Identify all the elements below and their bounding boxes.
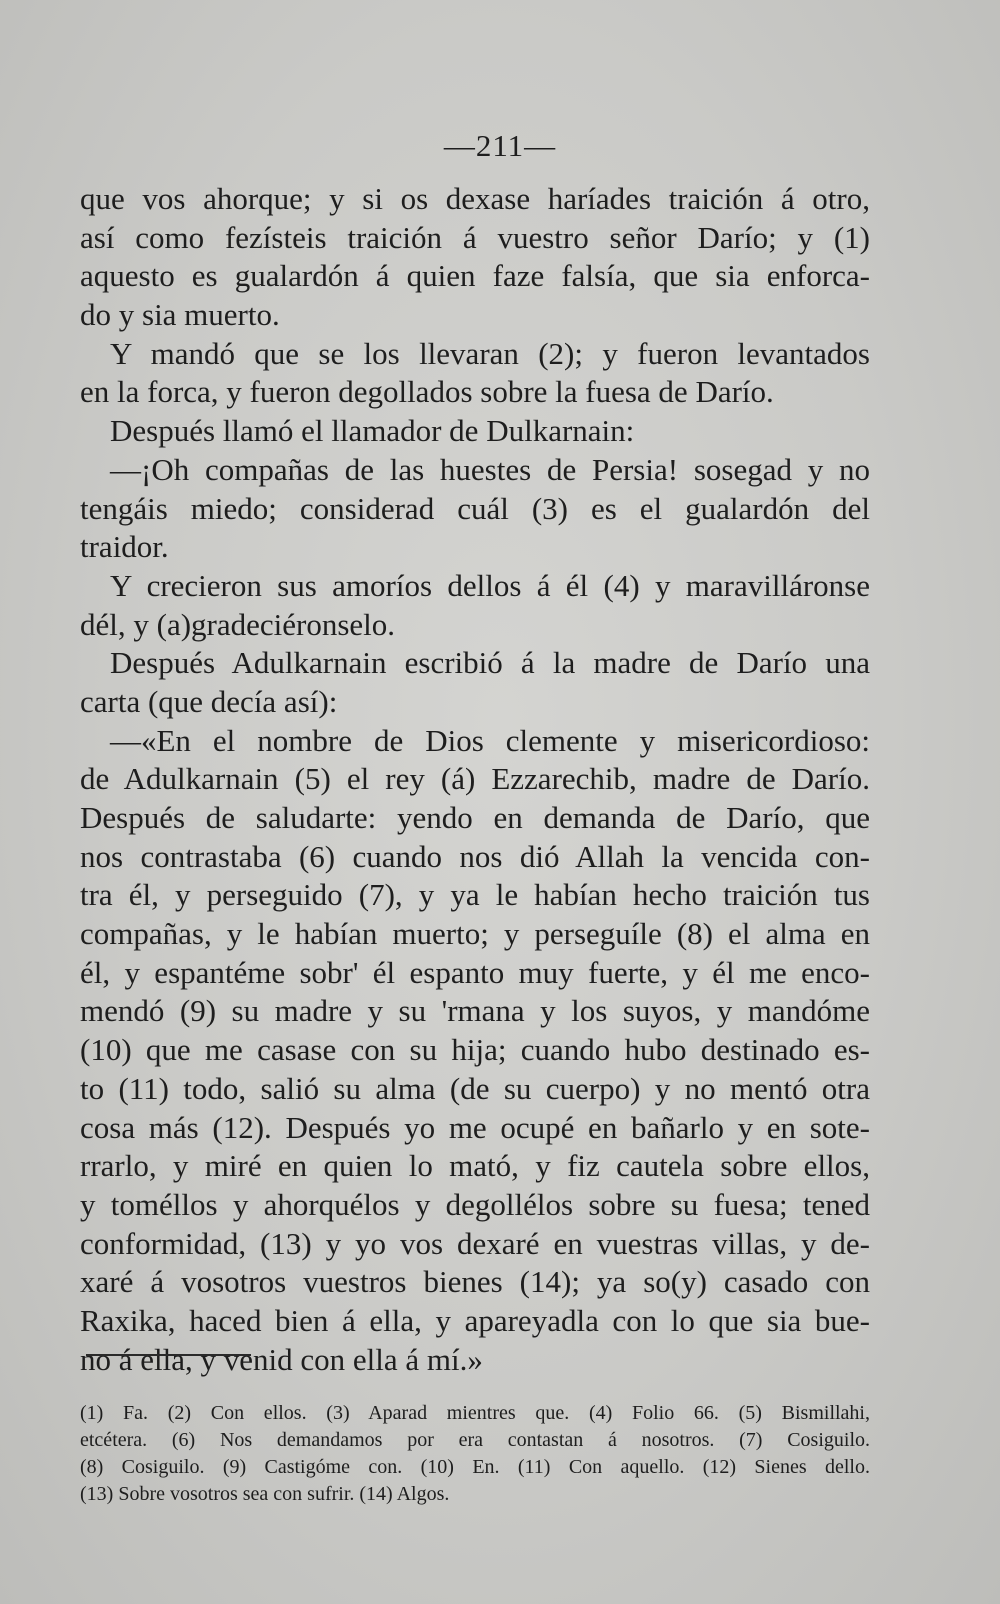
page-number: —211—	[443, 128, 557, 163]
text-line: no á ella, y venid con ella á mí.»	[80, 1341, 483, 1377]
text-line: carta (que decía así):	[80, 683, 338, 719]
text-line: Después Adulkarnain escribió á la madre de Darío una	[110, 645, 870, 681]
text-line: Y mandó que se los llevaran (2); y fueron levantados	[110, 335, 870, 371]
text-line: en la forca, y fueron degollados sobre la fuesa de Darío.	[80, 374, 774, 410]
text-line: —¡Oh compañas de las huestes de Persia! sosegad y no	[110, 451, 870, 487]
text-line: Y crecieron sus amoríos dellos á él (4) y maravilláronse	[110, 567, 870, 603]
text-line: rrarlo, y miré en quien lo mató, y fiz cautela sobre ellos,	[80, 1148, 870, 1184]
text-line: do y sia muerto.	[80, 297, 280, 333]
text-line: dél, y (a)gradeciéronselo.	[80, 606, 396, 642]
footnote-line: (8) Cosiguilo. (9) Castigóme con. (10) En. (11) Con aquello. (12) Sienes dello.	[80, 1456, 870, 1478]
text-line: así como fezísteis traición á vuestro señor Darío; y (1)	[80, 219, 870, 255]
text-line: Después de saludarte: yendo en demanda de Darío, que	[80, 800, 870, 835]
text-line: conformidad, (13) y yo vos dexaré en vuestras villas, y de-	[80, 1225, 870, 1261]
footnote-line: (1) Fa. (2) Con ellos. (3) Aparad mientres que. (4) Folio 66. (5) Bismillahi,	[80, 1402, 870, 1424]
text-line: xaré á vosotros vuestros bienes (14); ya so(y) casado con	[80, 1264, 870, 1300]
text-line: aquesto es gualardón á quien faze falsía, que sia enforca-	[80, 258, 870, 294]
footnote-line: etcétera. (6) Nos demandamos por era contastan á nosotros. (7) Cosiguilo.	[80, 1429, 870, 1451]
text-line: —«En el nombre de Dios clemente y misericordioso:	[110, 722, 870, 758]
text-line: de Adulkarnain (5) el rey (á) Ezzarechib, madre de Darío.	[80, 761, 870, 797]
text-line: (10) que me casase con su hija; cuando hubo destinado es-	[80, 1032, 870, 1068]
body-text	[80, 180, 870, 1379]
footnote-separator-rule	[86, 1354, 251, 1356]
text-line: mendó (9) su madre y su 'rmana y los suyos, y mandóme	[80, 993, 870, 1029]
footnotes	[80, 1400, 870, 1508]
footnote-line: (13) Sobre vosotros sea con sufrir. (14) Algos.	[80, 1483, 450, 1505]
text-line: Después llamó el llamador de Dulkarnain:	[110, 413, 635, 449]
text-line: traidor.	[80, 529, 169, 565]
text-line: tengáis miedo; considerad cuál (3) es el gualardón del	[80, 490, 870, 526]
text-line: Raxika, haced bien á ella, y apareyadla con lo que sia bue-	[80, 1302, 870, 1338]
text-line: compañas, y le habían muerto; y perseguíle (8) el alma en	[80, 916, 870, 952]
text-line: y toméllos y ahorquélos y degollélos sobre su fuesa; tened	[80, 1186, 870, 1222]
text-line: cosa más (12). Después yo me ocupé en bañarlo y en sote-	[80, 1109, 870, 1145]
text-line: tra él, y perseguido (7), y ya le habían hecho traición tus	[80, 877, 870, 913]
text-line: que vos ahorque; y si os dexase haríades traición á otro,	[80, 181, 870, 216]
text-line: nos contrastaba (6) cuando nos dió Allah la vencida con-	[80, 838, 870, 874]
text-line: to (11) todo, salió su alma (de su cuerpo) y no mentó otra	[80, 1070, 870, 1106]
text-line: él, y espantéme sobr' él espanto muy fuerte, y él me enco-	[80, 954, 870, 990]
